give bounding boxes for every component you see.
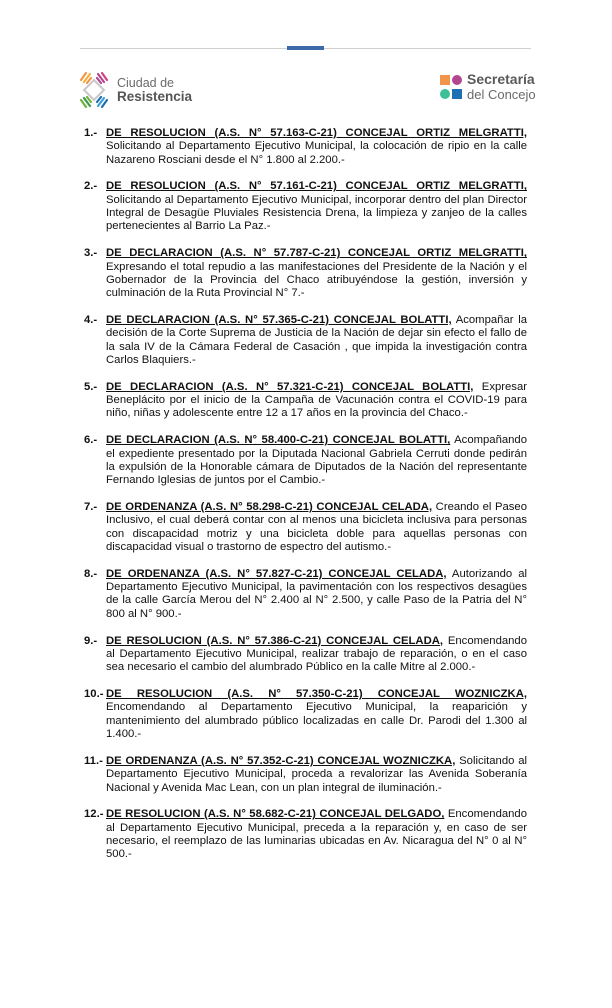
item-number: 10.- — [84, 688, 104, 701]
item-number: 11.- — [84, 754, 103, 767]
logo-line-2: del Concejo — [467, 87, 536, 102]
item-number: 2.- — [84, 180, 98, 193]
item-number: 4.- — [84, 314, 98, 327]
agenda-item — [84, 688, 527, 741]
item-heading: DE ORDENANZA (A.S. N° 57.352-C-21) CONCEJAL WOZNICZKA, — [106, 754, 456, 767]
item-description: Expresar Beneplácito por el inicio de la Campaña de Vacunación contra el COVID-19 para niño, niñas y adolescente entre 12 a 17 años en la provincia del Chaco.- — [106, 380, 527, 420]
item-body — [106, 808, 527, 861]
logo-line-2: Resistencia — [117, 89, 193, 104]
item-number: 8.- — [84, 567, 98, 580]
item-heading: DE ORDENANZA (A.S. N° 58.298-C-21) CONCEJAL CELADA, — [106, 501, 433, 514]
item-heading: DE RESOLUCION (A.S. N° 57.161-C-21) CONCEJAL ORTIZ MELGRATTI, — [106, 180, 527, 193]
item-heading: DE RESOLUCION (A.S. N° 58.682-C-21) CONCEJAL DELGADO, — [106, 808, 445, 821]
item-body — [106, 501, 527, 554]
item-number: 7.- — [84, 501, 98, 514]
item-description: Solicitando al Departamento Ejecutivo Municipal, incorporar dentro del plan Director Integral de Desagüe Pluviales Resistencia Drena, la limpieza y zanjeo de la calles pertenecientes al Barrio La Paz.- — [106, 193, 527, 233]
agenda-item — [84, 568, 527, 621]
item-description: Creando el Paseo Inclusivo, el cual deberá contar con al menos una bicicleta inclusiva para personas con discapacidad motriz y una bicicleta doble para aquellas personas con discapacidad visual o trastorno de espectro del autismo.- — [106, 501, 527, 553]
item-number: 1.- — [84, 127, 98, 139]
item-body — [106, 381, 527, 421]
agenda-item — [84, 635, 527, 675]
item-heading: DE ORDENANZA (A.S. N° 57.827-C-21) CONCEJAL CELADA, — [106, 567, 447, 580]
item-body — [106, 635, 527, 675]
item-body — [106, 127, 527, 167]
item-number: 5.- — [84, 380, 98, 393]
item-number: 3.- — [84, 247, 98, 260]
item-description: Expresando el total repudio a las manifestaciones del Presidente de la Nación y el Gobernador de la Provincia del Chaco atribuyéndose la gestión, inversión y culminación de la Ruta Provincial N° 7.- — [106, 260, 527, 300]
item-description: Encomendando al Departamento Ejecutivo Municipal, la reaparición y mantenimiento del alumbrado público localizadas en calle Dr. Parodi del 1.300 al 1.400.- — [106, 701, 527, 741]
agenda-item — [84, 434, 527, 487]
ciudad-de-resistencia-logo — [79, 70, 192, 110]
agenda-item — [84, 127, 527, 167]
item-heading: DE DECLARACION (A.S. N° 58.400-C-21) CONCEJAL BOLATTI, — [106, 434, 451, 447]
agenda-item — [84, 381, 527, 421]
agenda-item — [84, 755, 527, 795]
item-heading: DE DECLARACION (A.S. N° 57.787-C-21) CONCEJAL ORTIZ MELGRATTI, — [106, 247, 527, 260]
item-body — [106, 434, 527, 487]
secretaria-del-concejo-logo — [440, 72, 536, 102]
item-heading: DE DECLARACION (A.S. N° 57.321-C-21) CONCEJAL BOLATTI, — [106, 380, 474, 393]
item-body — [106, 314, 527, 367]
item-description: Encomendando al Departamento Ejecutivo Municipal, preceda a la reparación y, en caso de ser necesario, el reemplazo de las luminarias ubicadas en Av. Nicaragua del N° 0 al N° 500.- — [106, 808, 528, 861]
item-body — [106, 247, 527, 300]
item-number: 6.- — [84, 434, 98, 447]
header-accent-bar — [287, 46, 324, 50]
item-heading: DE RESOLUCION (A.S. N° 57.386-C-21) CONCEJAL CELADA, — [106, 634, 444, 647]
item-number: 12.- — [84, 808, 104, 821]
item-body — [106, 755, 527, 795]
item-description: Acompañar la decisión de la Corte Suprema de Justicia de la Nación de dejar sin efecto el fallo de la sala IV de la Cámara Federal de Casación , que impida la investigación contra Carlos Blaquiers.- — [106, 314, 527, 366]
logo-line-1: Secretaría — [467, 71, 535, 87]
agenda-item — [84, 501, 527, 554]
item-body — [106, 568, 527, 621]
item-description: Acompañando el expediente presentado por la Diputada Nacional Gabriela Cerruti donde pedirán la expulsión de la Honorable cámara de Diputados de la Nación del representante Fernando Iglesias de juntos por el Cambio.- — [106, 434, 527, 487]
agenda-item — [84, 808, 527, 861]
item-body — [106, 180, 527, 233]
concejo-emblem-icon — [440, 72, 464, 102]
item-description: Solicitando al Departamento Ejecutivo Municipal, proceda a revalorizar las Avenida Soberanía Nacional y Avenida Mac Lean, con un plan integral de iluminación.- — [106, 754, 527, 794]
item-description: Solicitando al Departamento Ejecutivo Municipal, la colocación de ripio en la calle Nazareno Rosciani desde el N° 1.800 al 2.200.- — [106, 140, 527, 166]
item-heading: DE RESOLUCION (A.S. N° 57.350-C-21) CONCEJAL WOZNICZKA, — [106, 688, 527, 701]
agenda-item — [84, 314, 527, 367]
agenda-list — [84, 127, 527, 875]
item-number: 9.- — [84, 634, 98, 647]
item-heading: DE RESOLUCION (A.S. N° 57.163-C-21) CONCEJAL ORTIZ MELGRATTI, — [106, 127, 527, 139]
resistencia-emblem-icon — [79, 70, 109, 110]
item-heading: DE DECLARACION (A.S. N° 57.365-C-21) CONCEJAL BOLATTI, — [106, 314, 452, 327]
item-description: Autorizando al Departamento Ejecutivo Municipal, la pavimentación con los respectivos desagües de la calle García Merou del N° 2.400 al N° 2.500, y calle Paso de la Patria del N° 800 al N° 900.- — [106, 567, 527, 620]
agenda-item — [84, 180, 527, 233]
agenda-item — [84, 247, 527, 300]
logo-line-1: Ciudad de — [117, 76, 174, 90]
item-body — [106, 688, 527, 741]
item-description: Encomendando al Departamento Ejecutivo Municipal, realizar trabajo de reparación, o en el caso sea necesario el cambio del alumbrado Público en la calle Mitre al 2.000.- — [106, 634, 527, 674]
